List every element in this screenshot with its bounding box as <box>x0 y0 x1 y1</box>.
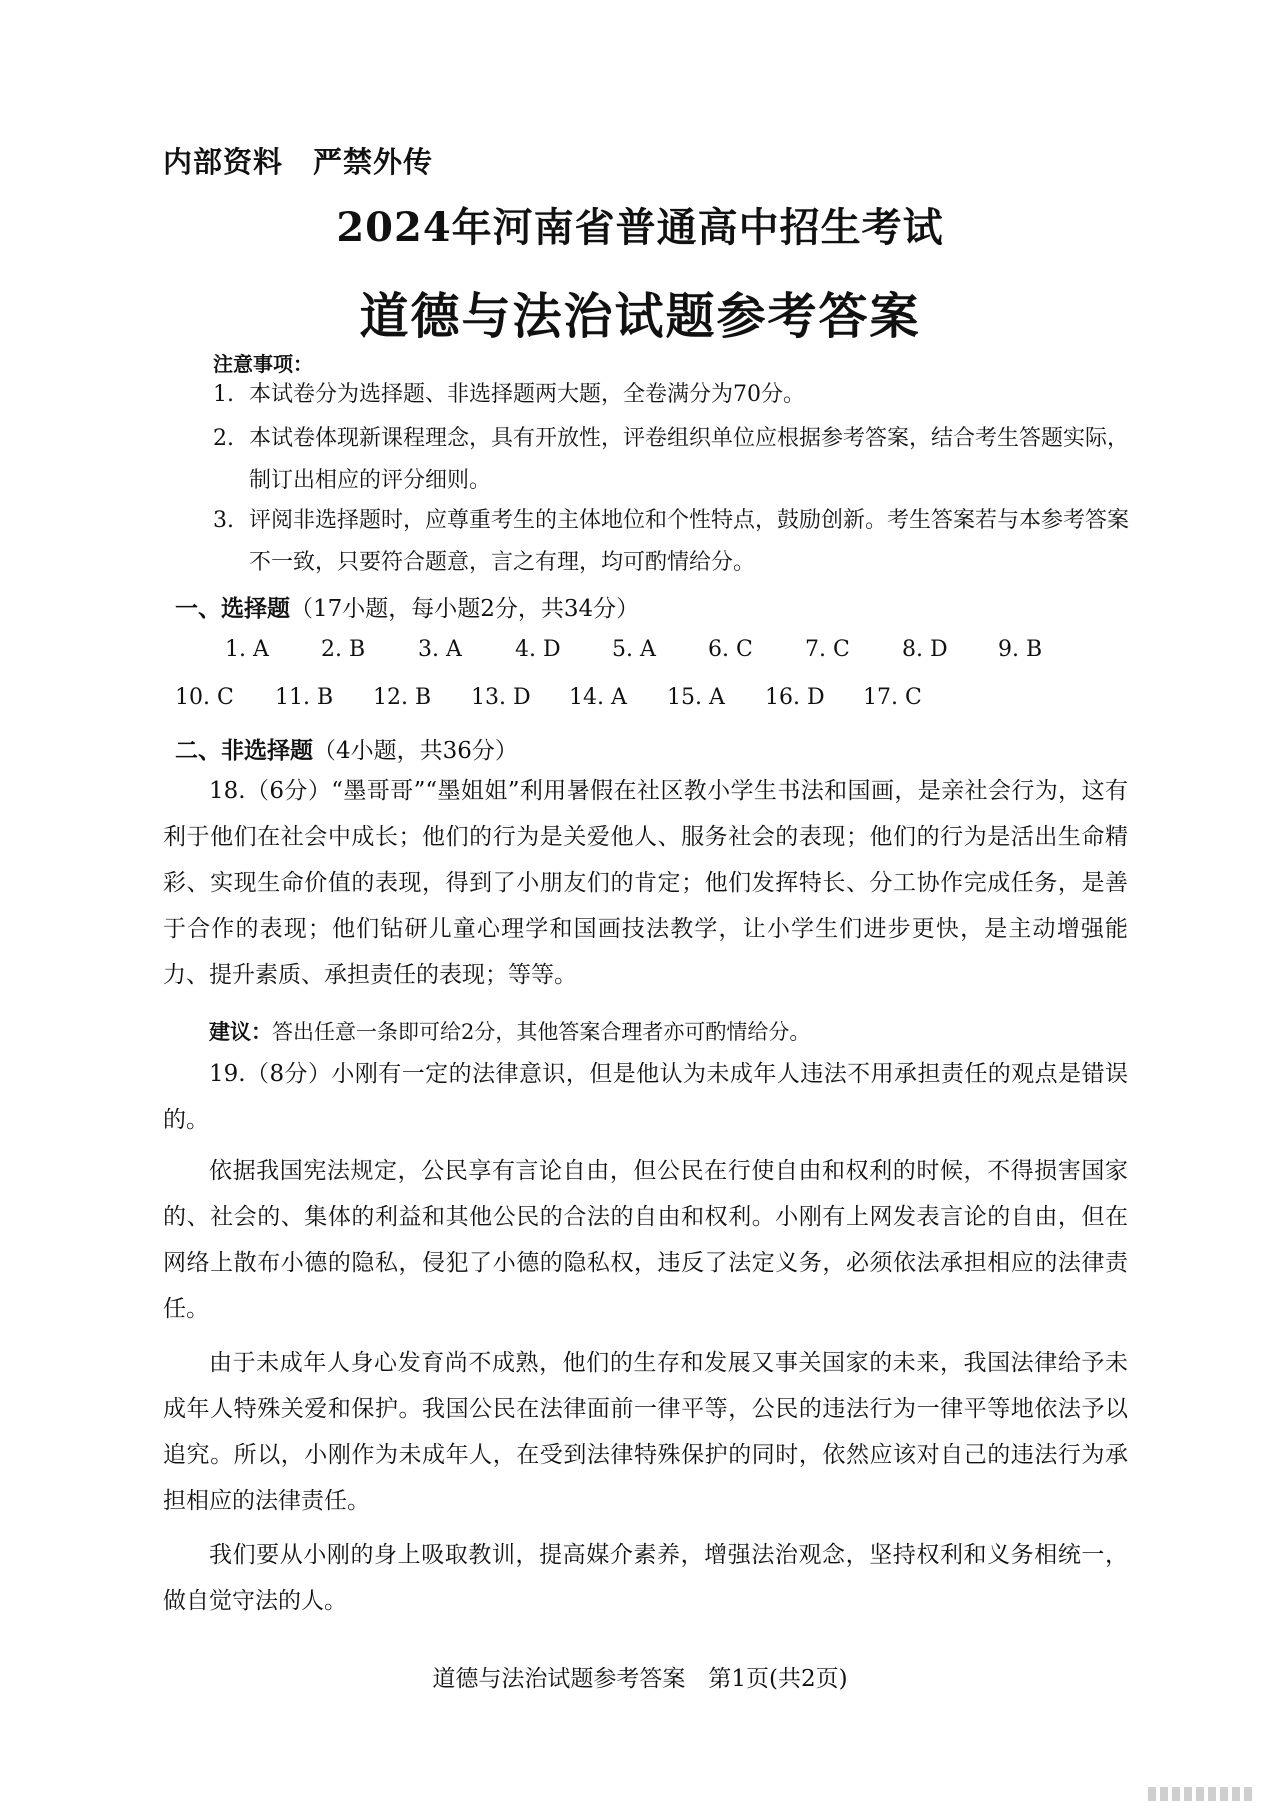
page-footer: 道德与法治试题参考答案 第1页(共2页) <box>432 1666 848 1692</box>
section-2-label: 二、非选择题 <box>175 738 313 764</box>
section-2-heading <box>175 732 518 765</box>
answer-item: 5. A <box>612 637 656 662</box>
answer-item: 4. D <box>515 637 561 662</box>
document-title: 道德与法治试题参考答案 <box>359 288 921 345</box>
answer-item: 10. C <box>175 685 234 710</box>
answer-19-paragraph-3: 由于未成年人身心发育尚不成熟，他们的生存和发展又事关国家的未来，我国法律给予未成年人特殊关爱和保护。我国公民在法律面前一律平等，公民的违法行为一律平等地依法予以追究。所以，小刚作为未成年人，在受到法律特殊保护的同时，依然应该对自己的违法行为承担相应的法律责任。 <box>163 1350 1128 1514</box>
answer-item: 9. B <box>998 637 1043 662</box>
watermark-bars-icon <box>1148 1786 1258 1802</box>
confidential-notice <box>163 140 433 181</box>
answer-item: 2. B <box>321 637 366 662</box>
answer-item: 14. A <box>569 685 627 710</box>
answer-item: 13. D <box>471 685 531 710</box>
note-text: 本试卷体现新课程理念，具有开放性，评卷组织单位应根据参考答案，结合考生答题实际，制订出相应的评分细则。 <box>249 426 1130 493</box>
answer-item: 7. C <box>805 637 850 662</box>
exam-title: 2024年河南省普通高中招生考试 <box>336 204 944 251</box>
answer-item: 16. D <box>765 685 825 710</box>
answer-item: 1. A <box>225 637 269 662</box>
note-text: 本试卷分为选择题、非选择题两大题，全卷满分为70分。 <box>249 382 805 407</box>
section-1-info: （17小题，每小题2分，共34分） <box>290 596 640 622</box>
answer-item: 3. A <box>418 637 462 662</box>
answer-18-paragraph: 18.（6分）“墨哥哥”“墨姐姐”利用暑假在社区教小学生书法和国画，是亲社会行为，这有利于他们在社会中成长；他们的行为是关爱他人、服务社会的表现；他们的行为是活出生命精彩、实现生命价值的表现，得到了小朋友们的肯定；他们发挥特长、分工协作完成任务，是善于合作的表现；他们钻研儿童心理学和国画技法教学，让小学生们进步更快，是主动增强能力、提升素质、承担责任的表现；等等。 <box>163 778 1128 988</box>
answer-18-suggestion <box>209 1016 810 1046</box>
answer-item: 15. A <box>667 685 725 710</box>
answer-item: 11. B <box>275 685 334 710</box>
answer-19-paragraph-2: 依据我国宪法规定，公民享有言论自由，但公民在行使自由和权利的时候，不得损害国家的、社会的、集体的利益和其他公民的合法的自由和权利。小刚有上网发表言论的自由，但在网络上散布小德的隐私，侵犯了小德的隐私权，违反了法定义务，必须依法承担相应的法律责任。 <box>163 1158 1128 1322</box>
suggestion-text: 答出任意一条即可给2分，其他答案合理者亦可酌情给分。 <box>272 1020 811 1044</box>
answer-item: 17. C <box>863 685 922 710</box>
section-2-info: （4小题，共36分） <box>313 738 518 764</box>
answer-19-paragraph-4: 我们要从小刚的身上吸取教训，提高媒介素养，增强法治观念，坚持权利和义务相统一，做自觉守法的人。 <box>163 1542 1128 1614</box>
answer-item: 8. D <box>902 637 948 662</box>
confidential-label-2: 严禁外传 <box>313 145 434 179</box>
notes-heading: 注意事项： <box>213 352 313 376</box>
note-number: 3. <box>213 508 234 533</box>
note-item <box>213 500 1133 584</box>
suggestion-label: 建议： <box>209 1020 272 1044</box>
note-item <box>213 418 1133 502</box>
section-1-label: 一、选择题 <box>175 596 290 622</box>
note-number: 1. <box>213 382 234 407</box>
note-item <box>213 374 1133 416</box>
answer-item: 12. B <box>373 685 432 710</box>
answer-19-paragraph-1: 19.（8分）小刚有一定的法律意识，但是他认为未成年人违法不用承担责任的观点是错误的。 <box>163 1061 1128 1133</box>
note-number: 2. <box>213 426 234 451</box>
note-text: 评阅非选择题时，应尊重考生的主体地位和个性特点，鼓励创新。考生答案若与本参考答案不一致，只要符合题意，言之有理，均可酌情给分。 <box>249 508 1130 575</box>
confidential-label-1: 内部资料 <box>163 145 284 179</box>
section-1-heading <box>175 590 639 623</box>
answer-item: 6. C <box>708 637 753 662</box>
